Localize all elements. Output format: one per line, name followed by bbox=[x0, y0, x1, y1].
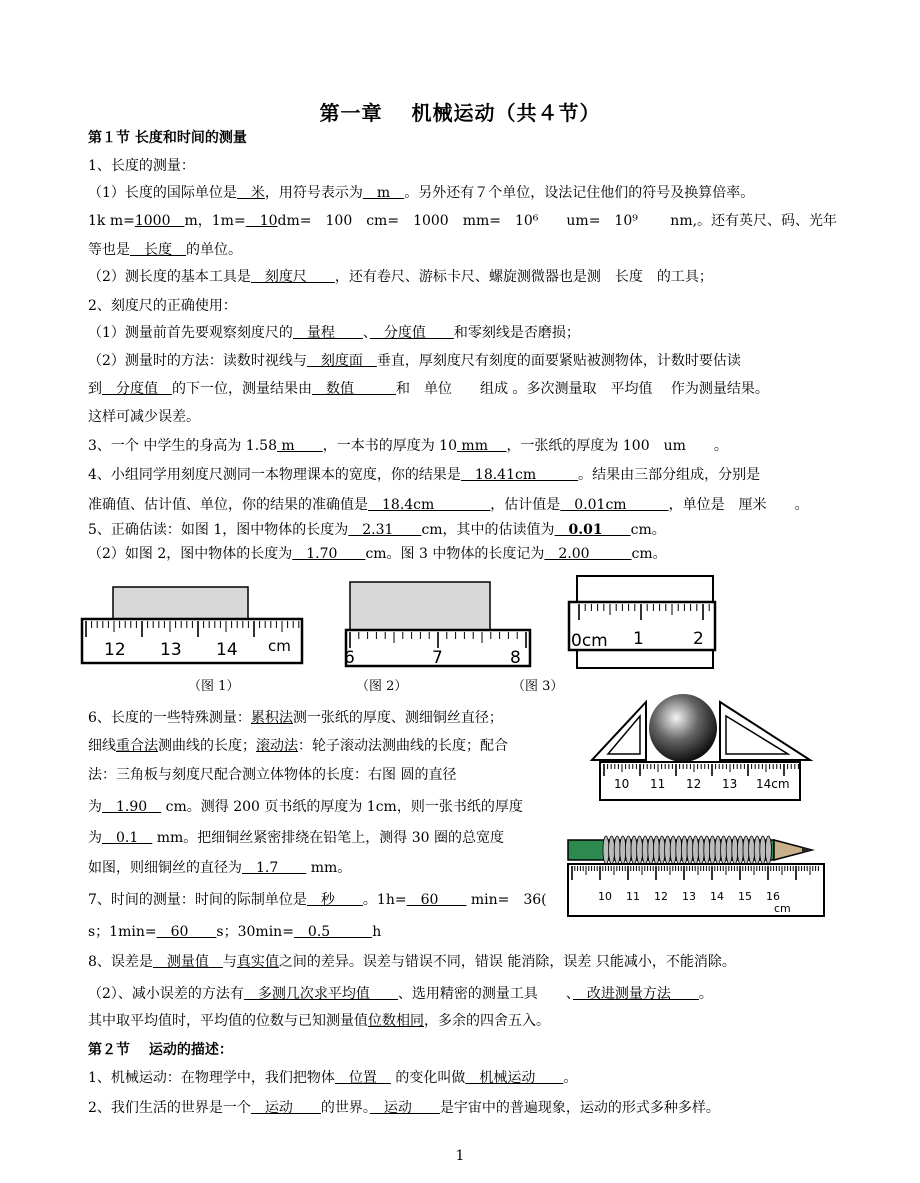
coil-turn bbox=[760, 836, 766, 864]
lines-line-10-post: ，一张纸的厚度为 100 um 。 bbox=[506, 438, 728, 454]
lines-line-10 bbox=[88, 436, 728, 456]
lines-line-12-mid: ，估计值是 bbox=[490, 497, 561, 513]
lines2-line-1-u2: 滚动法 bbox=[256, 738, 298, 754]
fig5-label-11: 11 bbox=[626, 890, 640, 903]
coil-turn bbox=[609, 836, 615, 864]
lines-line-2-pre: 1k m= bbox=[88, 213, 135, 229]
fig5-label-16: 16 bbox=[766, 890, 780, 903]
lines2-line-3 bbox=[88, 797, 523, 817]
lines2-line-0-u1: 累积法 bbox=[250, 710, 293, 726]
lines-line-14-u2: 2.00 bbox=[544, 546, 632, 562]
lines-line-4-u1: 刻度尺 bbox=[250, 269, 335, 285]
lines3-line-0-pre: s；1min= bbox=[88, 924, 157, 940]
chapter-title: 第一章 机械运动（共４节） bbox=[319, 101, 601, 125]
lines-line-11-post: 。结果由三部分组成，分别是 bbox=[578, 467, 761, 483]
lines2-line-6-pre: 7、时间的测量：时间的际制单位是 bbox=[88, 892, 307, 908]
coil-turn bbox=[676, 836, 682, 864]
coil-turn bbox=[698, 836, 704, 864]
lines2-line-0-post: 测一张纸的厚度、测细铜丝直径； bbox=[292, 710, 503, 726]
fig1-label-13: 13 bbox=[160, 640, 182, 660]
lines2-line-5-post: mm。 bbox=[306, 860, 352, 876]
lines2-line-6-mid: 。1h= bbox=[362, 892, 407, 908]
lines3-line-0-mid: s；30min= bbox=[216, 924, 294, 940]
lines-line-8-u2: 数值 bbox=[312, 381, 396, 397]
lines-line-14-mid: cm。图 3 中物体的长度记为 bbox=[365, 546, 545, 562]
lines-line-10-u2: mm bbox=[456, 438, 507, 454]
lines2-line-1 bbox=[88, 736, 508, 756]
lines3-line-1 bbox=[88, 952, 736, 972]
lines4-line-0-u1: 位置 bbox=[334, 1070, 391, 1086]
coil-turn bbox=[648, 836, 654, 864]
lines-line-13-mid: cm，其中的估读值为 bbox=[421, 522, 555, 538]
coil-turn bbox=[625, 836, 631, 864]
fig3-label-1: 1 bbox=[633, 629, 644, 649]
lines4-line-0-mid: 的变化叫做 bbox=[390, 1070, 466, 1086]
lines4-line-0-u2: 机械运动 bbox=[465, 1070, 564, 1086]
fig1-label-14: 14 bbox=[216, 640, 238, 660]
lines2-line-0 bbox=[88, 708, 503, 728]
lines-line-12-u2: 0.01cm bbox=[560, 497, 669, 513]
lines2-line-6-u2: 60 bbox=[406, 892, 467, 908]
lines-line-13 bbox=[88, 520, 666, 540]
lines-line-9 bbox=[88, 407, 200, 427]
lines-line-10-u1: m bbox=[276, 438, 323, 454]
lines-line-1-post: 。另外还有７个单位，设法记住他们的符号及换算倍率。 bbox=[404, 185, 755, 201]
lines2-line-0-pre: 6、长度的一些特殊测量： bbox=[88, 710, 251, 726]
lines-line-3-u1: 长度 bbox=[130, 242, 186, 258]
lines3-line-3-u1: 位数相同 bbox=[368, 1013, 424, 1029]
lines-line-13-post: cm。 bbox=[630, 522, 666, 538]
lines3-line-1-u1: 测量值 bbox=[152, 954, 223, 970]
lines-line-2-u2: 10 bbox=[245, 213, 278, 229]
lines-line-7 bbox=[88, 351, 741, 371]
fig1-label-cm: cm bbox=[268, 637, 291, 655]
lines-line-10-mid: ，一本书的厚度为 10 bbox=[322, 438, 457, 454]
lines4-line-0-post: 。 bbox=[563, 1070, 578, 1086]
lines-line-13-u2: 0.01 bbox=[554, 522, 631, 538]
coil-turn bbox=[665, 836, 671, 864]
lines-line-9-pre: 这样可减少误差。 bbox=[88, 409, 200, 425]
lines-line-13-u1: 2.31 bbox=[348, 522, 422, 538]
lines2-line-1-post: ：轮子滚动法测曲线的长度；配合 bbox=[298, 738, 508, 754]
coil-turn bbox=[749, 836, 755, 864]
lines-line-7-post: 垂直，厚刻度尺有刻度的面要紧贴被测物体，计数时要估读 bbox=[376, 353, 741, 369]
coil-turn bbox=[693, 836, 699, 864]
coil-turn bbox=[603, 836, 609, 864]
lines2-line-6 bbox=[88, 890, 547, 910]
coil-turn bbox=[614, 836, 620, 864]
lines2-line-5-pre: 如图，则细铜丝的直径为 bbox=[88, 860, 242, 876]
fig3-label-2: 2 bbox=[693, 629, 704, 649]
lines-line-1-u2: m bbox=[362, 185, 405, 201]
lines2-line-1-mid: 测曲线的长度； bbox=[158, 738, 256, 754]
coil-turn bbox=[670, 836, 676, 864]
fig5-label-12: 12 bbox=[654, 890, 668, 903]
lines-line-8-post: 和 单位 组成 。多次测量取 平均值 作为测量结果。 bbox=[396, 381, 769, 397]
figure-1-caption: （图 1） bbox=[188, 679, 240, 694]
lines-line-4 bbox=[88, 267, 713, 287]
lines2-line-1-u1: 重合法 bbox=[116, 738, 158, 754]
fig5-label-cm: cm bbox=[774, 902, 791, 915]
lines-line-12-u1: 18.4cm bbox=[368, 497, 491, 513]
lines4-line-1-post: 是宇宙中的普遍现象，运动的形式多种多样。 bbox=[439, 1100, 720, 1116]
lines3-line-0 bbox=[88, 922, 381, 942]
lines2-line-4-post: mm。把细铜丝紧密排绕在铅笔上，测得 30 圈的总宽度 bbox=[152, 830, 504, 846]
lines-line-5-pre: 2、刻度尺的正确使用： bbox=[88, 298, 237, 314]
coil-turn bbox=[687, 836, 693, 864]
lines-line-6-u1: 量程 bbox=[292, 325, 363, 341]
coil-turn bbox=[631, 836, 637, 864]
coil-turn bbox=[743, 836, 749, 864]
lines-line-7-u1: 刻度面 bbox=[306, 353, 377, 369]
fig5-label-15: 15 bbox=[738, 890, 752, 903]
coil-turn bbox=[681, 836, 687, 864]
lines-line-0-pre: 1、长度的测量： bbox=[88, 158, 195, 174]
fig5-label-14: 14 bbox=[710, 890, 724, 903]
lines2-line-5 bbox=[88, 858, 351, 878]
fig2-label-8: 8 bbox=[510, 648, 521, 668]
lines3-line-2-u1: 多测几次求平均值 bbox=[243, 986, 398, 1002]
lines-line-8 bbox=[88, 379, 769, 399]
coil-turn bbox=[765, 836, 771, 864]
lines-line-8-u1: 分度值 bbox=[102, 381, 172, 397]
lines-line-11 bbox=[88, 465, 760, 485]
lines-line-3-pre: 等也是 bbox=[88, 242, 130, 258]
fig3-label-0cm: 0cm bbox=[571, 631, 608, 651]
lines2-line-3-post: cm。测得 200 页书纸的厚度为 1cm，则一张书纸的厚度 bbox=[161, 799, 523, 815]
lines2-line-4-u1: 0.1 bbox=[102, 830, 153, 846]
lines3-line-2 bbox=[88, 984, 713, 1004]
lines2-line-6-post: min= 36( bbox=[466, 892, 547, 908]
lines-line-7-pre: （2）测量时的方法：读数时视线与 bbox=[88, 353, 307, 369]
lines-line-14-post: cm。 bbox=[631, 546, 667, 562]
section-1-heading: 第１节 长度和时间的测量 bbox=[88, 130, 247, 146]
lines-line-5 bbox=[88, 296, 237, 316]
lines-line-0 bbox=[88, 156, 195, 176]
coil-turn bbox=[715, 836, 721, 864]
page-number: 1 bbox=[455, 1148, 465, 1164]
lines-line-11-pre: 4、小组同学用刻度尺测同一本物理课本的宽度，你的结果是 bbox=[88, 467, 461, 483]
lines3-line-1-u2: 真实值 bbox=[236, 954, 279, 970]
coil-turn bbox=[653, 836, 659, 864]
lines4-line-0-pre: 1、机械运动：在物理学中，我们把物体 bbox=[88, 1070, 335, 1086]
lines2-line-3-pre: 为 bbox=[88, 799, 102, 815]
lines2-line-4-pre: 为 bbox=[88, 830, 102, 846]
lines4-line-0 bbox=[88, 1068, 577, 1088]
lines2-line-1-pre: 细线 bbox=[88, 738, 116, 754]
lines3-line-1-post: 之间的差异。误差与错误不同，错误 能消除，误差 只能减小，不能消除。 bbox=[278, 954, 736, 970]
lines3-line-0-post: h bbox=[372, 924, 382, 940]
fig4-label-10: 10 bbox=[614, 777, 630, 791]
lines-line-1-pre: （1）长度的国际单位是 bbox=[88, 185, 237, 201]
lines3-line-2-pre: （2）、减小误差的方法有 bbox=[88, 986, 244, 1002]
coil-turn bbox=[637, 836, 643, 864]
lines-line-6-pre: （1）测量前首先要观察刻度尺的 bbox=[88, 325, 293, 341]
lines-line-10-pre: 3、一个 中学生的身高为 1.58 bbox=[88, 438, 277, 454]
fig4-label-12: 12 bbox=[686, 777, 702, 791]
lines2-line-2 bbox=[88, 765, 456, 785]
lines2-line-4 bbox=[88, 828, 504, 848]
lines-line-14-pre: （2）如图 2，图中物体的长度为 bbox=[88, 546, 293, 562]
lines3-line-3-pre: 其中取平均值时，平均值的位数与已知测量值 bbox=[88, 1013, 368, 1029]
lines-line-12-post: ，单位是 厘米 。 bbox=[668, 497, 809, 513]
lines-line-3 bbox=[88, 240, 242, 260]
lines-line-2-post: dm= 100 cm= 1000 mm= 10⁶ um= 10⁹ nm,。还有英尺、码、光年 bbox=[277, 213, 838, 229]
lines3-line-1-mid: 与 bbox=[222, 954, 237, 970]
lines-line-14-u1: 1.70 bbox=[292, 546, 366, 562]
figure-sphere-diameter bbox=[590, 694, 830, 804]
coil-turn bbox=[620, 836, 626, 864]
lines-line-2 bbox=[88, 211, 837, 231]
lines-line-8-pre: 到 bbox=[88, 381, 102, 397]
coil-turn bbox=[737, 836, 743, 864]
lines2-line-5-u1: 1.7 bbox=[242, 860, 307, 876]
coil-turn bbox=[709, 836, 715, 864]
fig4-label-13: 13 bbox=[722, 777, 738, 791]
lines3-line-2-u2: 改进测量方法 bbox=[572, 986, 699, 1002]
figure-pencil-coil bbox=[562, 812, 840, 918]
lines-line-4-pre: （2）测长度的基本工具是 bbox=[88, 269, 251, 285]
lines-line-1-mid: ，用符号表示为 bbox=[264, 185, 363, 201]
lines3-line-2-mid: 、选用精密的测量工具 、 bbox=[397, 986, 573, 1002]
lines-line-6-mid: 、 bbox=[362, 325, 370, 341]
lines3-line-0-u2: 0.5 bbox=[293, 924, 373, 940]
lines-line-6 bbox=[88, 323, 580, 343]
lines-line-2-mid: m，1m= bbox=[184, 213, 246, 229]
lines4-line-1-u1: 运动 bbox=[250, 1100, 321, 1116]
fig5-label-10: 10 bbox=[598, 890, 612, 903]
coil-turn bbox=[721, 836, 727, 864]
lines-line-11-u1: 18.41cm bbox=[460, 467, 579, 483]
lines2-line-3-u1: 1.90 bbox=[102, 799, 162, 815]
lines-line-4-post: ，还有卷尺、游标卡尺、螺旋测微器也是测 长度 的工具； bbox=[334, 269, 713, 285]
lines4-line-1 bbox=[88, 1098, 720, 1118]
lines4-line-1-u2: 运动 bbox=[369, 1100, 440, 1116]
fig2-label-7: 7 bbox=[432, 648, 443, 668]
coil-turn bbox=[754, 836, 760, 864]
lines3-line-0-u1: 60 bbox=[156, 924, 217, 940]
coil-turn bbox=[642, 836, 648, 864]
lines2-line-6-u1: 秒 bbox=[306, 892, 363, 908]
lines-line-6-post: 和零刻线是否磨损； bbox=[453, 325, 580, 341]
figure-1-ruler bbox=[80, 585, 305, 667]
figure-2-ruler bbox=[344, 580, 534, 670]
figure-3-ruler bbox=[567, 572, 717, 672]
fig5-label-13: 13 bbox=[682, 890, 696, 903]
fig4-label-14cm: 14cm bbox=[756, 777, 790, 791]
lines-line-1-u1: 米 bbox=[236, 185, 265, 201]
lines3-line-1-pre: 8、误差是 bbox=[88, 954, 153, 970]
lines-line-12 bbox=[88, 495, 809, 515]
lines-line-14 bbox=[88, 544, 667, 564]
lines4-line-1-mid: 的世界。 bbox=[320, 1100, 370, 1116]
lines3-line-3-post: ，多余的四舍五入。 bbox=[424, 1013, 550, 1029]
section-2-heading: 第２节 运动的描述： bbox=[88, 1042, 233, 1058]
lines3-line-3 bbox=[88, 1011, 550, 1031]
lines3-line-2-post: 。 bbox=[698, 986, 713, 1002]
fig2-label-6: 6 bbox=[344, 648, 355, 668]
lines-line-13-pre: 5、正确估读：如图 1，图中物体的长度为 bbox=[88, 522, 349, 538]
lines4-line-1-pre: 2、我们生活的世界是一个 bbox=[88, 1100, 251, 1116]
lines-line-2-u1: 1000 bbox=[134, 213, 185, 229]
figure-2-caption: （图 2） bbox=[356, 679, 408, 694]
fig4-label-11: 11 bbox=[650, 777, 666, 791]
lines-line-6-u2: 分度值 bbox=[369, 325, 454, 341]
coil-turn bbox=[726, 836, 732, 864]
lines-line-8-mid: 的下一位，测量结果由 bbox=[172, 381, 312, 397]
figure-3-caption: （图 3） bbox=[512, 679, 564, 694]
lines2-line-2-pre: 法：三角板与刻度尺配合测立体物体的长度：右图 圆的直径 bbox=[88, 767, 457, 783]
lines-line-12-pre: 准确值、估计值、单位，你的结果的准确值是 bbox=[88, 497, 368, 513]
lines-line-3-post: 的单位。 bbox=[186, 242, 242, 258]
lines-line-1 bbox=[88, 183, 754, 203]
coil-turn bbox=[659, 836, 665, 864]
coil-turn bbox=[704, 836, 710, 864]
fig1-label-12: 12 bbox=[104, 640, 126, 660]
coil-turn bbox=[732, 836, 738, 864]
